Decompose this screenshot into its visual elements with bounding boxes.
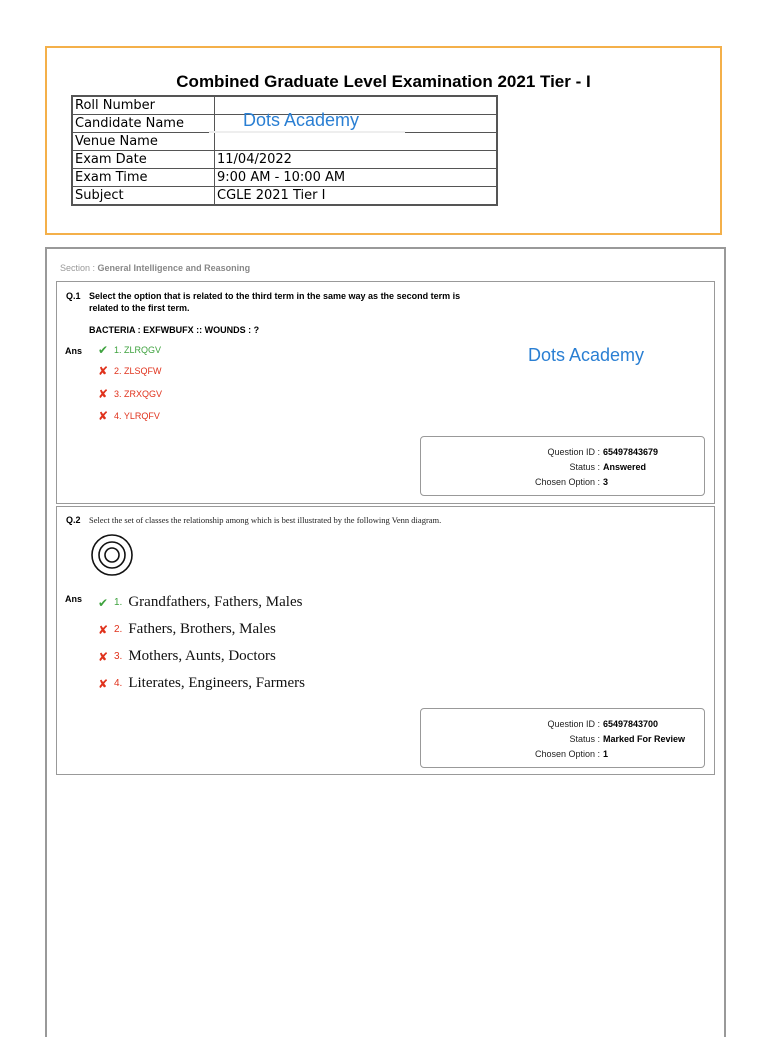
question-id-row (504, 447, 704, 457)
option-text: Fathers, Brothers, Males (128, 621, 276, 637)
venn-inner-circle (105, 548, 119, 562)
section-label (60, 263, 250, 273)
chosen-option-row (504, 477, 704, 487)
chosen-option-label: Chosen Option : (534, 749, 600, 759)
option-4 (96, 675, 305, 692)
info-value (215, 133, 498, 151)
option-number: 2. (114, 624, 123, 635)
status-value: Answered (603, 462, 647, 472)
option-text: Grandfathers, Fathers, Males (128, 594, 303, 610)
option-text: 4. YLRQFV (114, 411, 160, 421)
option-4 (96, 409, 160, 423)
option-3 (96, 648, 276, 665)
info-label: Venue Name (72, 133, 215, 151)
body-watermark: Dots Academy (528, 345, 645, 365)
cross-icon: ✘ (97, 622, 109, 637)
info-value: 9:00 AM - 10:00 AM (215, 169, 498, 187)
info-label: Candidate Name (72, 115, 215, 133)
question-number: Q.1 (66, 291, 81, 301)
info-label: Subject (72, 187, 215, 206)
info-label: Exam Time (72, 169, 215, 187)
option-text: 3. ZRXQGV (114, 389, 163, 399)
status-box-q1 (420, 436, 705, 496)
option-text: Literates, Engineers, Farmers (128, 675, 305, 691)
header-watermark: Dots Academy (243, 110, 360, 130)
cross-icon: ✘ (97, 387, 109, 401)
exam-title: Combined Graduate Level Examination 2021 Tier - I (176, 72, 591, 91)
option-text: Mothers, Aunts, Doctors (128, 648, 276, 664)
ans-label: Ans (65, 346, 83, 356)
option-2 (96, 364, 162, 378)
question-id-row (504, 719, 704, 729)
question-id-label: Question ID : (547, 447, 600, 457)
option-number: 1. (114, 597, 123, 608)
info-row-subject (72, 187, 497, 206)
status-label: Status : (569, 734, 600, 744)
option-1 (96, 594, 302, 611)
status-row (504, 462, 704, 472)
status-box-q2 (420, 708, 705, 768)
redaction-mark (209, 131, 405, 133)
cross-icon: ✘ (97, 676, 109, 691)
option-number: 4. (114, 678, 123, 689)
question-text (89, 290, 460, 336)
info-label: Exam Date (72, 151, 215, 169)
venn-diagram (90, 533, 134, 577)
chosen-option-label: Chosen Option : (534, 477, 600, 487)
section-prefix: Section : (60, 263, 98, 273)
check-icon: ✔ (97, 343, 109, 357)
cross-icon: ✘ (97, 364, 109, 378)
question-text-line: related to the first term. (89, 303, 190, 313)
info-row-exam-time (72, 169, 497, 187)
question-text-line: BACTERIA : EXFWBUFX :: WOUNDS : ? (89, 325, 260, 335)
question-number: Q.2 (66, 515, 81, 525)
chosen-option-value: 3 (603, 477, 609, 487)
option-number: 3. (114, 651, 123, 662)
venn-middle-circle (99, 542, 125, 568)
status-row (504, 734, 704, 744)
option-text: 1. ZLRQGV (114, 345, 162, 355)
info-row-venue-name (72, 133, 497, 151)
question-text: Select the set of classes the relationship among which is best illustrated by the following Venn diagram. (89, 515, 442, 525)
info-value: 11/04/2022 (215, 151, 498, 169)
chosen-option-row (504, 749, 704, 759)
option-3 (96, 387, 162, 401)
section-name: General Intelligence and Reasoning (97, 263, 251, 273)
question-id-value: 65497843700 (603, 719, 659, 729)
question-id-label: Question ID : (547, 719, 600, 729)
info-value: CGLE 2021 Tier I (215, 187, 498, 206)
venn-outer-circle (92, 535, 132, 575)
status-value: Marked For Review (603, 734, 686, 744)
info-label: Roll Number (72, 96, 215, 115)
info-row-exam-date (72, 151, 497, 169)
chosen-option-value: 1 (603, 749, 609, 759)
status-label: Status : (569, 462, 600, 472)
question-text-line: Select the option that is related to the third term in the same way as the second term is (89, 291, 461, 301)
ans-label: Ans (65, 594, 83, 604)
cross-icon: ✘ (97, 649, 109, 664)
option-text: 2. ZLSQFW (114, 366, 162, 376)
option-1 (96, 343, 161, 357)
exam-header-card (45, 46, 722, 235)
question-id-value: 65497843679 (603, 447, 659, 457)
option-2 (96, 621, 276, 638)
cross-icon: ✘ (97, 409, 109, 423)
check-icon: ✔ (97, 595, 109, 610)
